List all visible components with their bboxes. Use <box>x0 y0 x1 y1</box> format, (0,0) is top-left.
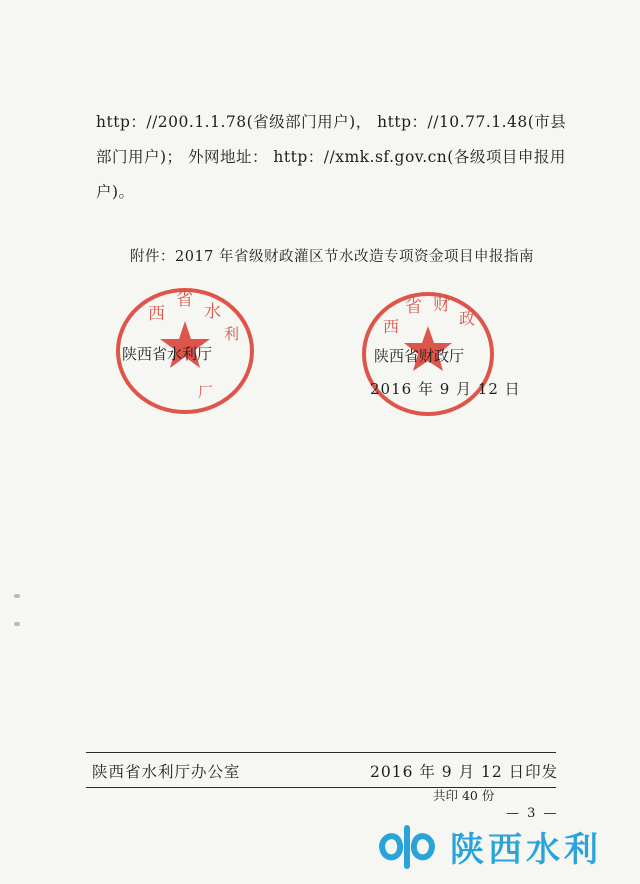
body-line-3: 户)。 <box>96 183 135 201</box>
svg-text:厂: 厂 <box>198 383 214 401</box>
svg-text:政: 政 <box>459 309 476 328</box>
footer-rule-top <box>86 752 556 753</box>
body-line-2: 部门用户)； 外网地址： http：//xmk.sf.gov.cn(各级项目申报用 <box>96 148 566 166</box>
punch-hole-mark <box>14 622 20 626</box>
footer-issue-date: 2016 年 9 月 12 日印发 <box>370 763 559 781</box>
svg-text:水: 水 <box>204 302 221 322</box>
print-count: 共印 40 份 <box>433 788 495 803</box>
punch-hole-mark <box>14 594 20 598</box>
footer-issuing-office: 陕西省水利厅办公室 <box>92 763 241 781</box>
signature-finance-dept: 陕西省财政厅 <box>374 347 465 365</box>
document-date: 2016 年 9 月 12 日 <box>370 380 521 398</box>
svg-text:西: 西 <box>383 317 400 336</box>
page-number: — 3 — <box>506 806 559 821</box>
watermark-text: 陕西水利 <box>450 830 602 870</box>
svg-text:财: 财 <box>433 295 450 315</box>
svg-text:利: 利 <box>224 325 240 343</box>
watermark-logo <box>372 822 602 871</box>
attachment-line: 附件：2017 年省级财政灌区节水改造专项资金项目申报指南 <box>130 249 535 265</box>
svg-text:省: 省 <box>405 297 422 317</box>
water-drop-logo-icon <box>372 823 442 871</box>
svg-text:省: 省 <box>176 290 193 310</box>
signature-water-dept: 陕西省水利厅 <box>122 345 213 363</box>
svg-text:西: 西 <box>148 304 165 324</box>
body-line-1: http：//200.1.1.78(省级部门用户)， http：//10.77.1.48(市县 <box>96 113 567 131</box>
